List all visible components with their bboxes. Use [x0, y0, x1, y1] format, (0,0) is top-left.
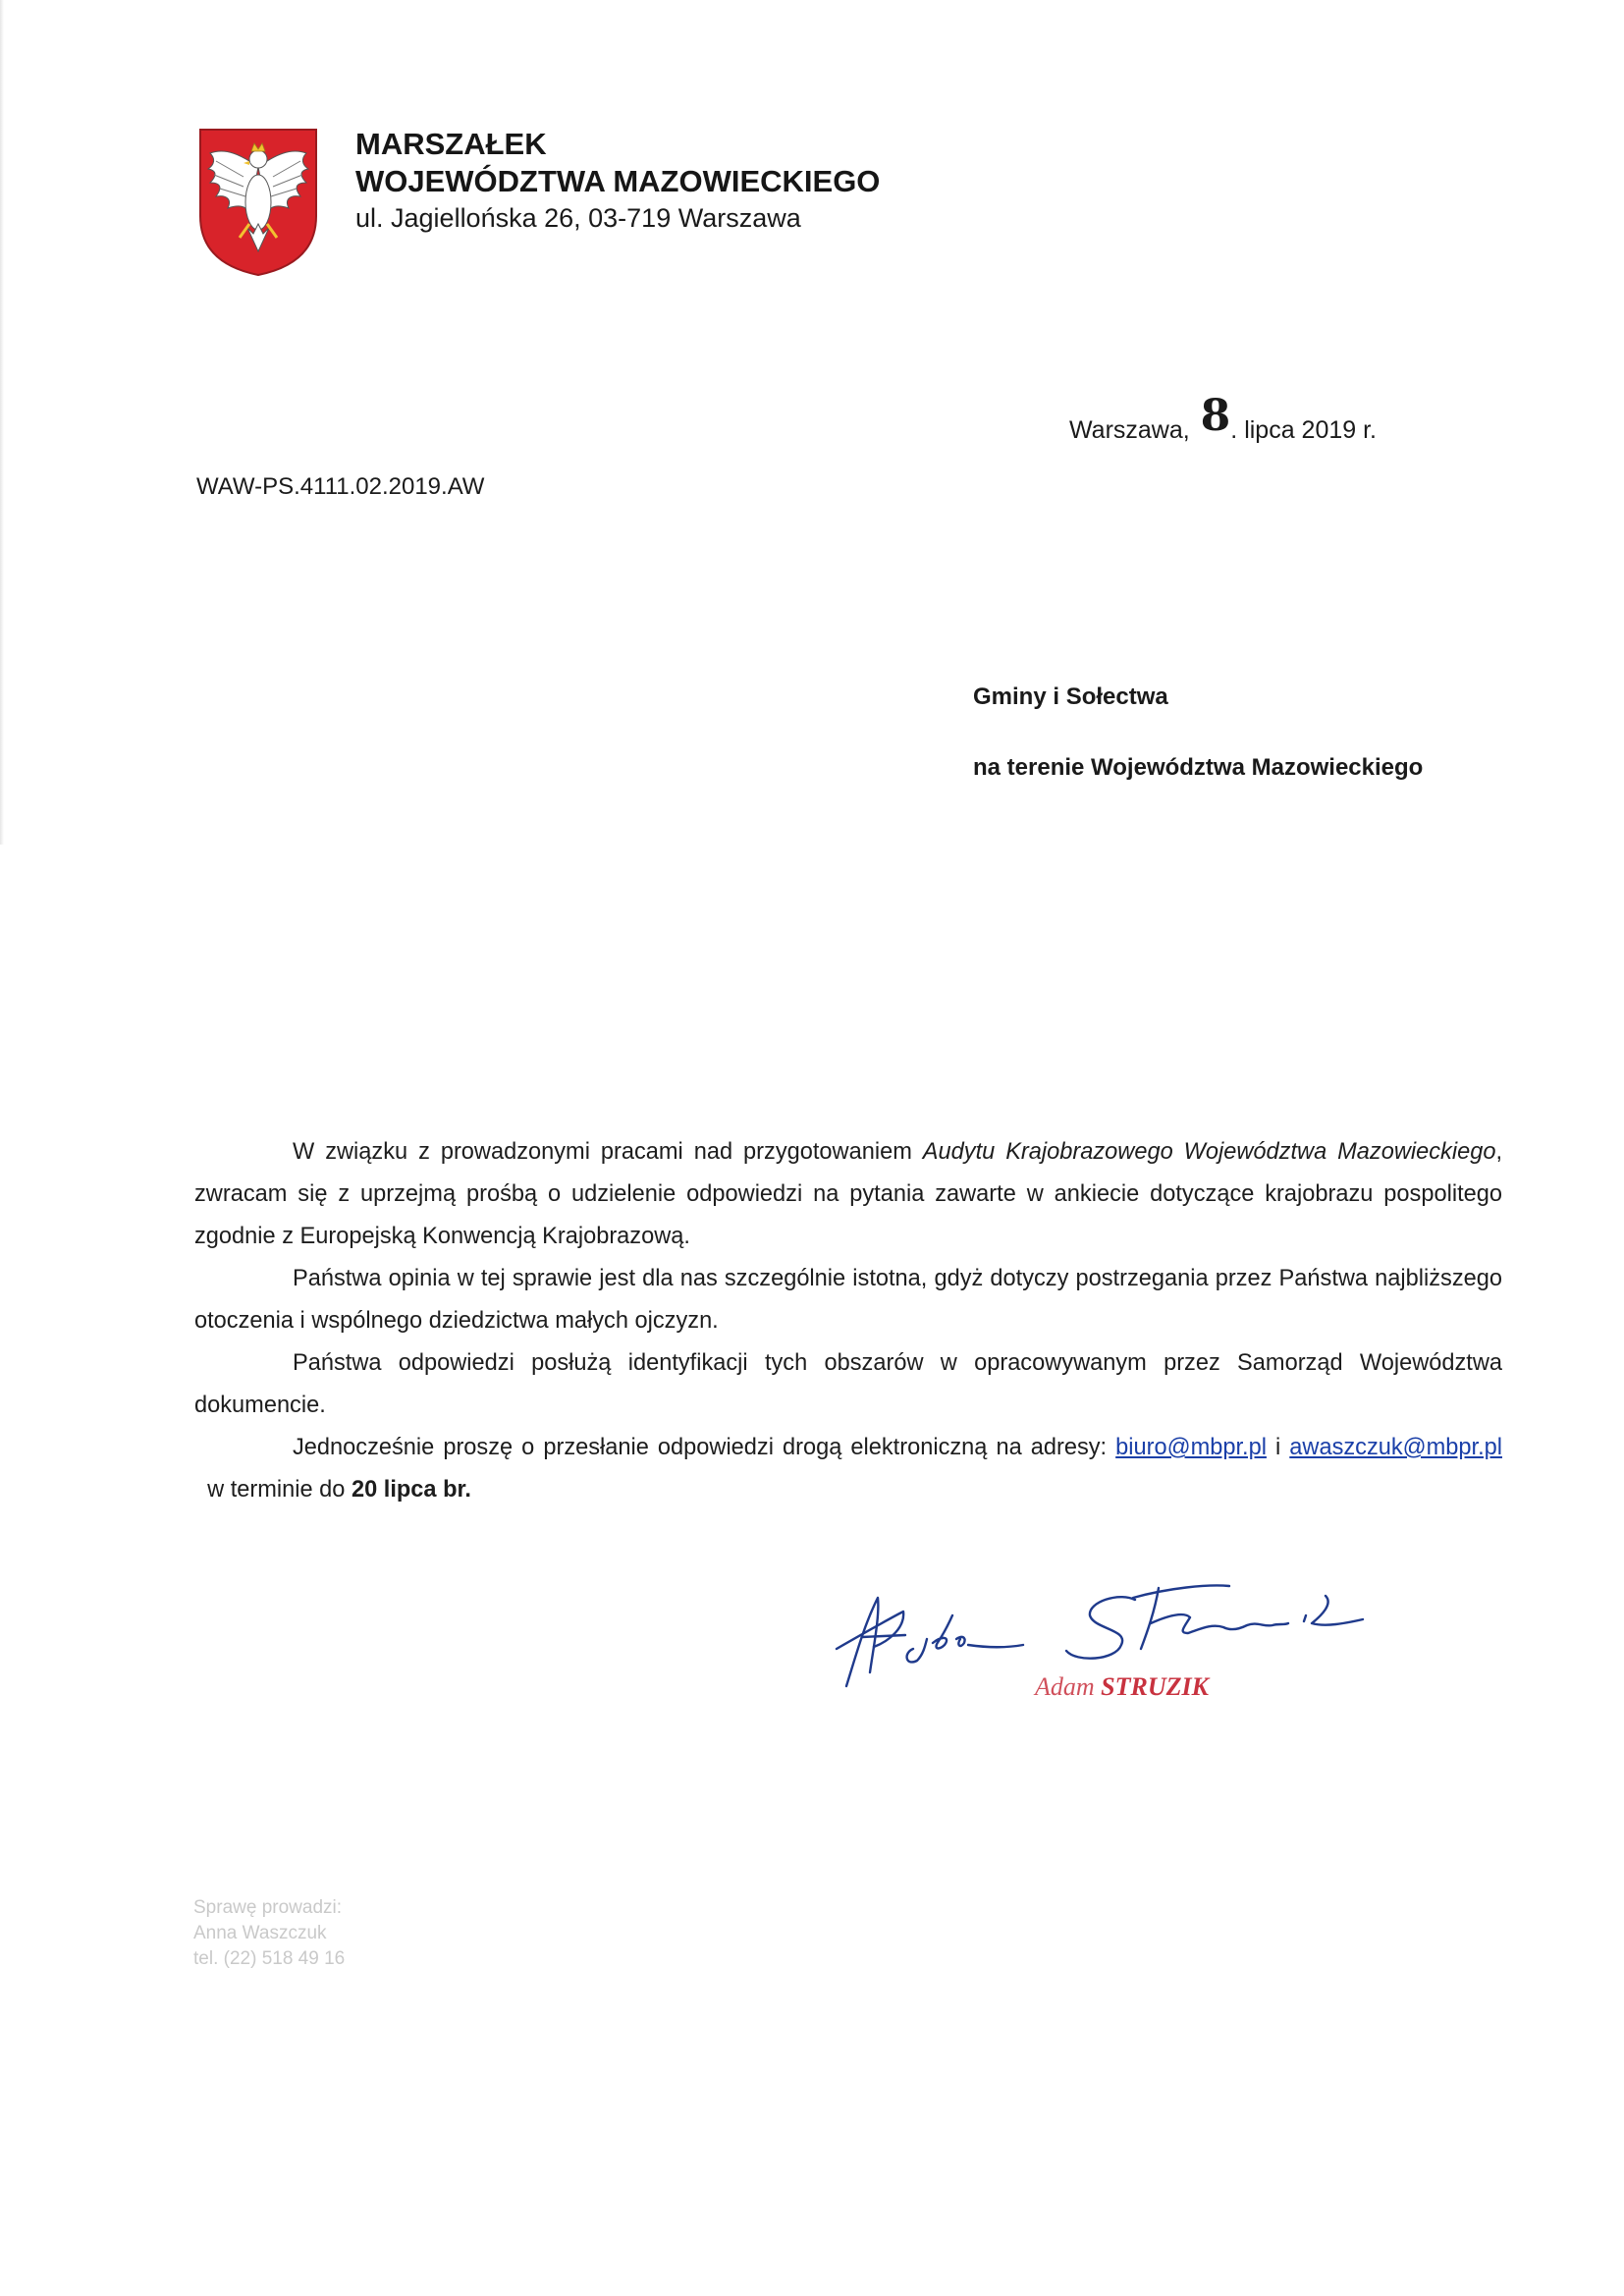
- paragraph-1-text-a: W związku z prowadzonymi pracami nad przygotowaniem: [293, 1139, 923, 1165]
- paragraph-4-text-b: i: [1266, 1435, 1290, 1460]
- date-place: Warszawa,: [1069, 416, 1190, 444]
- paragraph-4-text-a: Jednocześnie proszę o przesłanie odpowiedzi drogą elektroniczną na adresy:: [293, 1435, 1116, 1460]
- letterhead: [355, 126, 880, 236]
- paragraph-2: Państwa opinia w tej sprawie jest dla nas szczególnie istotna, gdyż dotyczy postrzegania przez Państwa najbliższego otoczenia i wspólnego dziedzictwa małych ojczyzn.: [194, 1266, 1502, 1334]
- deadline: 20 lipca br.: [351, 1477, 471, 1503]
- paragraph-3: Państwa odpowiedzi posłużą identyfikacji tych obszarów w opracowywanym przez Samorząd Województwa dokumencie.: [194, 1350, 1502, 1418]
- date-line: [1069, 391, 1378, 449]
- paragraph-1-text-b: , zwracam się z uprzejmą prośbą o udzielenie odpowiedzi na pytania zawarte w ankiecie dotyczące krajobrazu pospolitego zgodnie z Europejską Konwencją Krajobrazową.: [194, 1139, 1502, 1249]
- org-name-line2: WOJEWÓDZTWA MAZOWIECKIEGO: [355, 164, 881, 198]
- signatory-name-stamp: [1035, 1672, 1209, 1702]
- case-handler-footer: [193, 1895, 345, 1972]
- email-link-awaszczuk[interactable]: awaszczuk@mbpr.pl: [1289, 1435, 1502, 1460]
- coat-of-arms-eagle-icon: [196, 126, 320, 279]
- date-day-handwritten: 8: [1200, 391, 1231, 441]
- email-link-biuro[interactable]: biuro@mbpr.pl: [1115, 1435, 1267, 1460]
- reference-number: WAW-PS.4111.02.2019.AW: [196, 473, 485, 500]
- letter-body: [194, 1131, 1502, 1511]
- org-address: ul. Jagiellońska 26, 03-719 Warszawa: [355, 203, 801, 233]
- org-name-line1: MARSZAŁEK: [355, 127, 547, 161]
- signatory-last-name: STRUZIK: [1101, 1672, 1209, 1701]
- paragraph-1: [194, 1131, 1502, 1258]
- paragraph-4-text-c: w terminie do: [194, 1477, 352, 1503]
- paragraph-4: [194, 1427, 1502, 1511]
- scan-edge-shadow: [0, 0, 4, 845]
- recipient-line1: Gminy i Sołectwa: [973, 683, 1168, 710]
- audit-title: Audytu Krajobrazowego Województwa Mazowieckiego: [922, 1139, 1496, 1165]
- footer-line2: Anna Waszczuk: [193, 1923, 327, 1943]
- recipient-line2: na terenie Województwa Mazowieckiego: [973, 754, 1424, 781]
- date-rest: . lipca 2019 r.: [1230, 416, 1378, 444]
- signatory-first-name: Adam: [1035, 1672, 1095, 1701]
- footer-line3: tel. (22) 518 49 16: [193, 1948, 346, 1969]
- footer-line1: Sprawę prowadzi:: [193, 1897, 343, 1918]
